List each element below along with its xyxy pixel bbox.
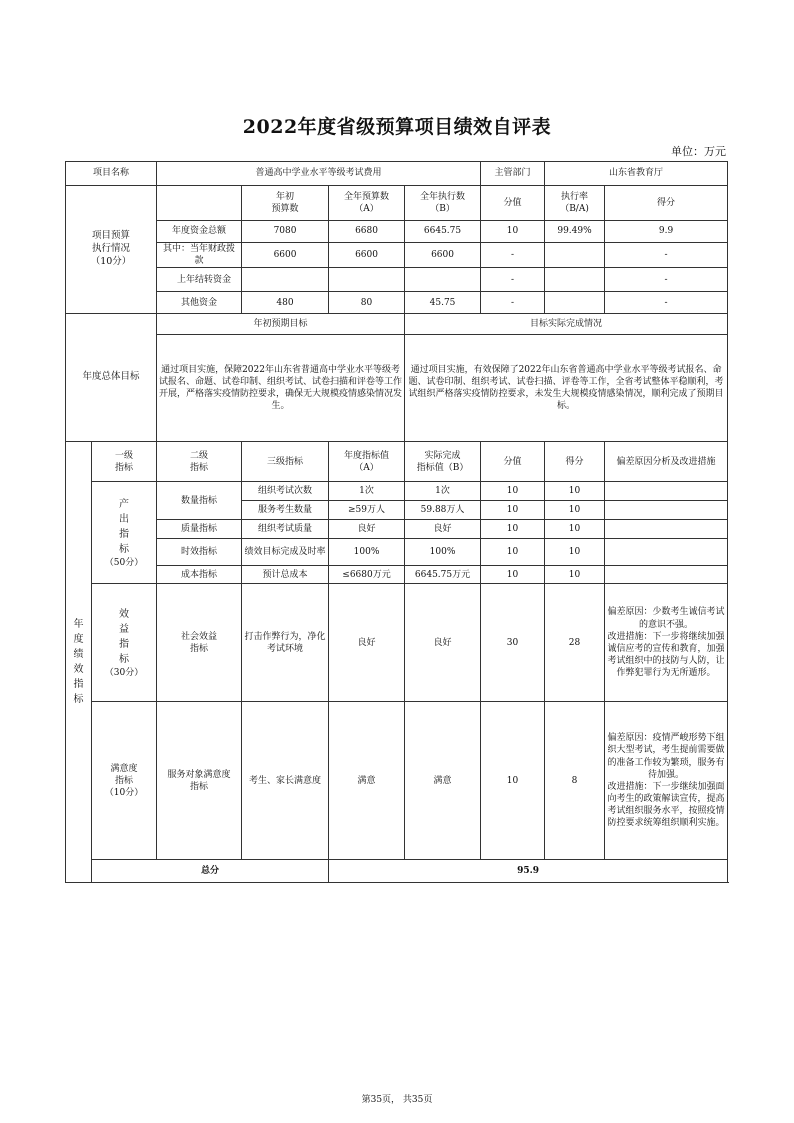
indicator-header-level3: 三级指标 [242,442,329,482]
indicator-level3: 打击作弊行为，净化考试环境 [242,584,329,702]
budget-row-executed: 45.75 [405,292,481,314]
budget-row-score-value: 10 [481,221,545,243]
indicator-score: 28 [545,584,605,702]
budget-header-blank [157,186,242,221]
budget-row-initial: 7080 [242,221,329,243]
indicator-score-value: 10 [481,566,545,584]
indicator-level3: 组织考试质量 [242,520,329,539]
indicator-actual: 满意 [405,702,481,860]
page-title: 2022年度省级预算项目绩效自评表 [242,116,552,138]
indicator-header-actual: 实际完成 指标值（B） [405,442,481,482]
budget-row-score: - [605,268,728,292]
indicator-target: 100% [329,539,405,566]
goals-actual-text: 通过项目实施，有效保障了2022年山东省普通高中学业水平等级考试报名、命题、试卷印制、组织考试、试卷扫描、评卷等工作，全省考试整体平稳顺利，考试组织严格落实疫情防控要求，未发生大规模疫情感染情况，顺利完成了预期目标。 [405,335,728,442]
indicator-score-value: 10 [481,520,545,539]
indicator-score: 10 [545,520,605,539]
budget-row-score-value: - [481,268,545,292]
budget-header-score: 得分 [605,186,728,221]
budget-row-initial: 6600 [242,243,329,268]
goals-header-row [66,314,728,335]
indicator-target: 良好 [329,520,405,539]
indicator-score: 10 [545,539,605,566]
indicator-deviation: 偏差原因：少数考生诚信考试的意识不强。 改进措施：下一步将继续加强诚信应考的宣传和教育，加强考试组织中的技防与人防，让作弊犯罪行为无所遁形。 [605,584,728,702]
indicator-section-label: 年度绩效指标 [66,442,92,883]
indicator-score: 10 [545,566,605,584]
budget-row-label: 其中：当年财政拨款 [157,243,242,268]
benefit-indicator-label: 效益指标 （30分） [92,584,157,702]
budget-row-annual: 6680 [329,221,405,243]
goals-actual-header: 目标实际完成情况 [405,314,728,335]
dept-label: 主管部门 [481,162,545,186]
indicator-target: 1次 [329,482,405,501]
indicator-actual: 良好 [405,520,481,539]
indicator-header-target: 年度指标值 （A） [329,442,405,482]
budget-row-score: 9.9 [605,221,728,243]
indicator-score-value: 10 [481,702,545,860]
project-name-label: 项目名称 [66,162,157,186]
indicator-score: 10 [545,482,605,501]
budget-header-score-value: 分值 [481,186,545,221]
budget-row-initial: 480 [242,292,329,314]
indicator-score-value: 10 [481,539,545,566]
indicator-row [66,566,728,584]
indicator-target: 满意 [329,702,405,860]
indicator-level2: 社会效益 指标 [157,584,242,702]
goals-section-label: 年度总体目标 [66,314,157,442]
indicator-score-value: 10 [481,501,545,520]
indicator-score: 8 [545,702,605,860]
indicator-score-value: 10 [481,482,545,501]
total-row [66,860,728,883]
indicator-level3: 服务考生数量 [242,501,329,520]
indicator-target: ≤6680万元 [329,566,405,584]
output-indicator-label: 产出指标 （50分） [92,482,157,584]
total-value: 95.9 [329,860,728,883]
indicator-header-deviation: 偏差原因分析及改进措施 [605,442,728,482]
indicator-target: 良好 [329,584,405,702]
page-footer: 第35页， 共35页 [361,1095,433,1105]
budget-row-score-value: - [481,292,545,314]
indicator-actual: 1次 [405,482,481,501]
budget-row-initial [242,268,329,292]
project-row [66,162,728,186]
goals-text-row [66,335,728,442]
satisfaction-indicator-label: 满意度 指标 （10分） [92,702,157,860]
budget-header-row [66,186,728,221]
dept-value: 山东省教育厅 [545,162,728,186]
budget-row-rate [545,268,605,292]
budget-row [66,268,728,292]
indicator-deviation [605,520,728,539]
unit-label: 单位：万元 [671,145,726,158]
indicator-deviation [605,566,728,584]
budget-row-rate [545,292,605,314]
budget-row-annual: 6600 [329,243,405,268]
indicator-row [66,584,728,702]
indicator-deviation [605,482,728,501]
indicator-level3: 考生、家长满意度 [242,702,329,860]
budget-row-score-value: - [481,243,545,268]
budget-row-label: 其他资金 [157,292,242,314]
budget-row-annual [329,268,405,292]
indicator-row [66,702,728,860]
indicator-row [66,539,728,566]
indicator-header-level2: 二级 指标 [157,442,242,482]
indicator-actual: 6645.75万元 [405,566,481,584]
indicator-level3: 预计总成本 [242,566,329,584]
budget-row-label: 上年结转资金 [157,268,242,292]
budget-row-label: 年度资金总额 [157,221,242,243]
indicator-header-score-value: 分值 [481,442,545,482]
indicator-row [66,520,728,539]
indicator-score-value: 30 [481,584,545,702]
total-label: 总分 [92,860,329,883]
budget-row-executed: 6600 [405,243,481,268]
indicator-score: 10 [545,501,605,520]
budget-row-score: - [605,292,728,314]
indicator-deviation: 偏差原因：疫情严峻形势下组织大型考试，考生提前需要做的准备工作较为繁琐，服务有待加强。 改进措施：下一步继续加强面向考生的政策解读宣传，提高考试组织服务水平，按照疫情防控要求统筹组织顺利实施。 [605,702,728,860]
indicator-actual: 59.88万人 [405,501,481,520]
budget-row [66,292,728,314]
budget-row-executed [405,268,481,292]
budget-header-executed: 全年执行数 （B） [405,186,481,221]
indicator-header-score: 得分 [545,442,605,482]
indicator-level2: 时效指标 [157,539,242,566]
budget-row-rate [545,243,605,268]
budget-header-initial: 年初 预算数 [242,186,329,221]
indicator-level2: 数量指标 [157,482,242,520]
budget-section-label: 项目预算 执行情况 （10分） [66,186,157,314]
budget-row [66,221,728,243]
indicator-level2: 服务对象满意度 指标 [157,702,242,860]
indicator-level3: 绩效目标完成及时率 [242,539,329,566]
goals-planned-header: 年初预期目标 [157,314,405,335]
indicator-level2: 质量指标 [157,520,242,539]
project-name-value: 普通高中学业水平等级考试费用 [157,162,481,186]
indicator-deviation [605,539,728,566]
indicator-header-level1: 一级 指标 [92,442,157,482]
goals-planned-text: 通过项目实施，保障2022年山东省普通高中学业水平等级考试报名、命题、试卷印制、组织考试、试卷扫描和评卷等工作开展，严格落实疫情防控要求，确保无大规模疫情感染情况发生。 [157,335,405,442]
performance-table [65,161,728,883]
indicator-deviation [605,501,728,520]
indicator-actual: 100% [405,539,481,566]
indicator-actual: 良好 [405,584,481,702]
indicator-target: ≥59万人 [329,501,405,520]
indicator-level2: 成本指标 [157,566,242,584]
budget-header-rate: 执行率 （B/A) [545,186,605,221]
budget-header-annual: 全年预算数 （A） [329,186,405,221]
budget-row-rate: 99.49% [545,221,605,243]
indicator-header-row [66,442,728,482]
budget-row [66,243,728,268]
budget-row-annual: 80 [329,292,405,314]
budget-row-executed: 6645.75 [405,221,481,243]
indicator-level3: 组织考试次数 [242,482,329,501]
budget-row-score: - [605,243,728,268]
indicator-row [66,482,728,501]
